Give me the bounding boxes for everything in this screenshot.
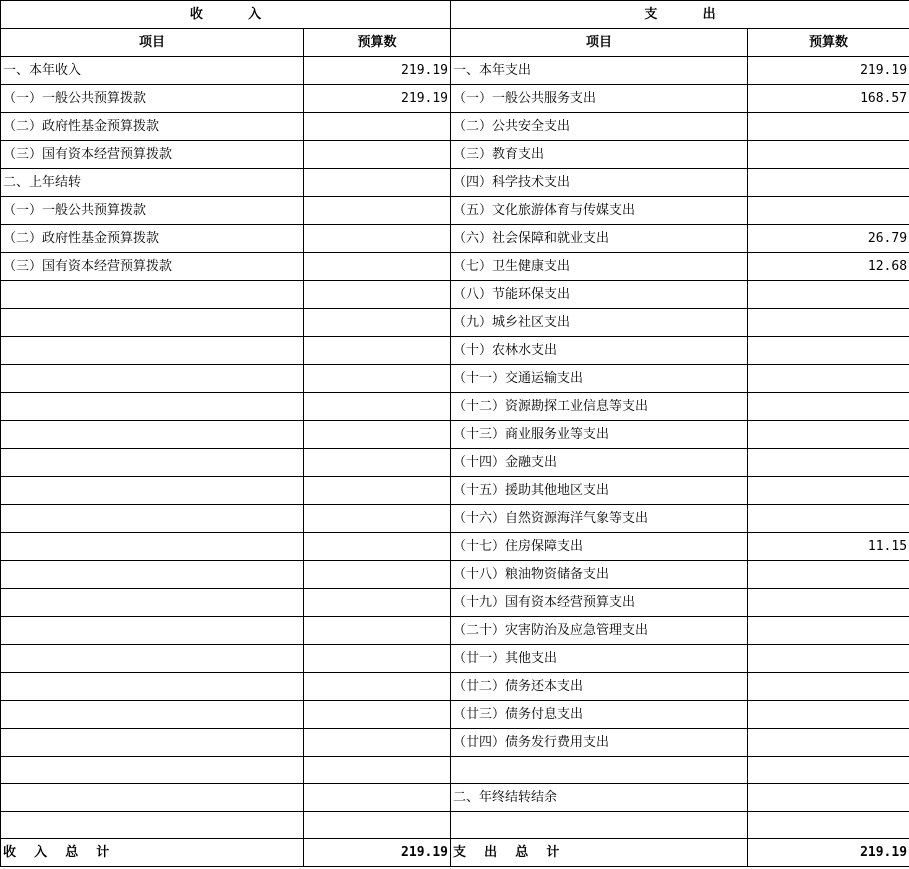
income-item-cell [1,812,304,839]
expense-item-cell: （廿四）债务发行费用支出 [451,729,748,757]
income-value-cell [304,421,451,449]
column-header-row [1,29,909,57]
income-item-cell [1,309,304,337]
expense-value-cell [748,477,909,505]
income-section-header: 收 入 [1,1,451,29]
income-item-cell: （二）政府性基金预算拨款 [1,113,304,141]
income-item-cell [1,617,304,645]
expense-value-cell [748,784,909,812]
income-item-column-header: 项目 [1,29,304,57]
income-value-cell [304,757,451,784]
income-item-cell [1,421,304,449]
income-value-cell [304,253,451,281]
table-row [1,113,909,141]
income-value-cell [304,589,451,617]
income-value-cell [304,309,451,337]
expense-item-cell: 二、年终结转结余 [451,784,748,812]
table-row [1,337,909,365]
income-value-cell [304,141,451,169]
income-value-cell [304,365,451,393]
income-item-cell [1,365,304,393]
expense-value-cell [748,812,909,839]
expense-total-value: 219.19 [748,839,909,867]
income-item-cell [1,673,304,701]
expense-item-cell: （十六）自然资源海洋气象等支出 [451,505,748,533]
table-row [1,253,909,281]
expense-value-cell [748,393,909,421]
table-row [1,421,909,449]
expense-value-cell: 11.15 [748,533,909,561]
income-item-cell: （一）一般公共预算拨款 [1,85,304,113]
table-row [1,309,909,337]
expense-item-cell: （十七）住房保障支出 [451,533,748,561]
expense-item-cell: （廿三）债务付息支出 [451,701,748,729]
expense-value-cell [748,701,909,729]
expense-item-cell: （三）教育支出 [451,141,748,169]
income-value-cell [304,533,451,561]
expense-item-cell: （十）农林水支出 [451,337,748,365]
table-row [1,673,909,701]
expense-value-cell [748,197,909,225]
expense-item-cell: （十八）粮油物资储备支出 [451,561,748,589]
expense-item-cell: （二）公共安全支出 [451,113,748,141]
income-total-value: 219.19 [304,839,451,867]
income-item-cell [1,337,304,365]
expense-item-cell: （十三）商业服务业等支出 [451,421,748,449]
income-item-cell [1,645,304,673]
table-row [1,645,909,673]
income-value-cell [304,169,451,197]
table-row [1,701,909,729]
income-item-cell: 二、上年结转 [1,169,304,197]
income-value-cell [304,729,451,757]
income-total-label: 收 入 总 计 [1,839,304,867]
income-item-cell [1,533,304,561]
expense-value-cell: 219.19 [748,57,909,85]
income-value-cell [304,701,451,729]
income-item-cell [1,561,304,589]
income-item-cell: 一、本年收入 [1,57,304,85]
expense-item-cell: （八）节能环保支出 [451,281,748,309]
expense-value-cell [748,505,909,533]
expense-item-cell: （一）一般公共服务支出 [451,85,748,113]
income-value-cell [304,617,451,645]
expense-total-label: 支 出 总 计 [451,839,748,867]
expense-value-cell [748,421,909,449]
expense-value-cell [748,673,909,701]
income-item-cell [1,505,304,533]
income-value-cell [304,812,451,839]
income-item-cell [1,449,304,477]
table-row [1,365,909,393]
expense-item-cell: （十四）金融支出 [451,449,748,477]
expense-value-cell [748,309,909,337]
income-value-cell: 219.19 [304,57,451,85]
expense-value-cell [748,729,909,757]
expense-value-cell [748,617,909,645]
expense-item-cell: （廿二）债务还本支出 [451,673,748,701]
expense-section-header: 支 出 [451,1,909,29]
expense-value-cell [748,337,909,365]
table-row [1,589,909,617]
income-value-cell [304,281,451,309]
income-item-cell [1,281,304,309]
table-row [1,85,909,113]
table-row [1,729,909,757]
table-row [1,561,909,589]
total-row [1,839,909,867]
expense-value-cell [748,365,909,393]
expense-item-cell: （七）卫生健康支出 [451,253,748,281]
expense-value-cell: 168.57 [748,85,909,113]
expense-value-cell [748,561,909,589]
expense-item-cell: （四）科学技术支出 [451,169,748,197]
expense-item-cell: （廿一）其他支出 [451,645,748,673]
expense-value-cell [748,169,909,197]
expense-item-cell: （二十）灾害防治及应急管理支出 [451,617,748,645]
table-row [1,477,909,505]
income-item-cell [1,701,304,729]
income-value-cell [304,784,451,812]
expense-value-cell: 12.68 [748,253,909,281]
expense-value-cell [748,645,909,673]
income-item-cell: （二）政府性基金预算拨款 [1,225,304,253]
table-row [1,784,909,812]
expense-item-cell: （六）社会保障和就业支出 [451,225,748,253]
expense-value-cell [748,589,909,617]
income-item-cell [1,393,304,421]
income-value-cell [304,673,451,701]
table-row [1,225,909,253]
income-value-cell [304,197,451,225]
expense-budget-column-header: 预算数 [748,29,909,57]
table-row [1,812,909,839]
income-item-cell [1,757,304,784]
table-row [1,169,909,197]
income-item-cell: （三）国有资本经营预算拨款 [1,253,304,281]
expense-value-cell [748,757,909,784]
income-item-cell [1,589,304,617]
income-value-cell [304,225,451,253]
expense-value-cell [748,449,909,477]
table-row [1,57,909,85]
income-value-cell [304,449,451,477]
income-budget-column-header: 预算数 [304,29,451,57]
expense-item-column-header: 项目 [451,29,748,57]
table-row [1,757,909,784]
expense-item-cell: （十一）交通运输支出 [451,365,748,393]
income-item-cell [1,477,304,505]
income-value-cell [304,337,451,365]
table-row [1,281,909,309]
expense-value-cell [748,141,909,169]
expense-value-cell [748,281,909,309]
income-item-cell: （三）国有资本经营预算拨款 [1,141,304,169]
table-row [1,505,909,533]
expense-item-cell [451,812,748,839]
expense-item-cell: （十九）国有资本经营预算支出 [451,589,748,617]
income-value-cell: 219.19 [304,85,451,113]
income-value-cell [304,505,451,533]
expense-item-cell: （九）城乡社区支出 [451,309,748,337]
table-row [1,617,909,645]
income-item-cell: （一）一般公共预算拨款 [1,197,304,225]
income-item-cell [1,784,304,812]
income-value-cell [304,645,451,673]
expense-item-cell [451,757,748,784]
income-value-cell [304,113,451,141]
income-value-cell [304,477,451,505]
table-row [1,141,909,169]
table-row [1,449,909,477]
expense-item-cell: （十二）资源勘探工业信息等支出 [451,393,748,421]
table-row [1,533,909,561]
table-row [1,393,909,421]
expense-item-cell: （五）文化旅游体育与传媒支出 [451,197,748,225]
income-value-cell [304,393,451,421]
expense-value-cell: 26.79 [748,225,909,253]
expense-item-cell: （十五）援助其他地区支出 [451,477,748,505]
income-item-cell [1,729,304,757]
table-row [1,197,909,225]
expense-value-cell [748,113,909,141]
section-header-row [1,1,909,29]
income-value-cell [304,561,451,589]
expense-item-cell: 一、本年支出 [451,57,748,85]
